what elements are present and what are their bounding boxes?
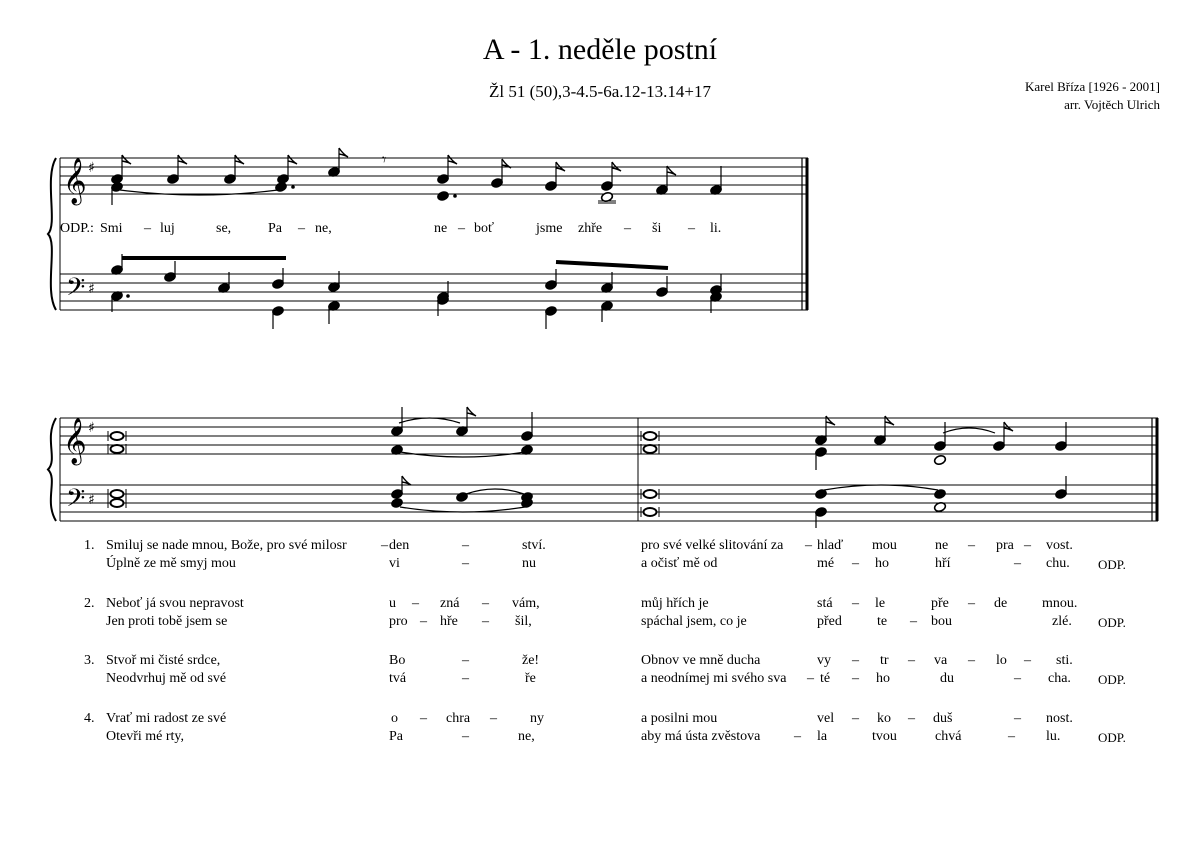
verse-syllable: Pa <box>389 729 403 744</box>
lyric-syllable: ši <box>652 221 662 236</box>
treble-clef: 𝄞 <box>63 158 87 204</box>
lyric-syllable: zhře <box>578 221 603 236</box>
lyric-syllable: boť <box>474 221 494 236</box>
verse-text: Stvoř mi čisté srdce, <box>106 653 221 668</box>
verse-text: Obnov ve mně ducha <box>641 653 761 668</box>
verse-syllable: tvou <box>872 729 897 744</box>
verse-syllable: le <box>875 596 886 611</box>
verse-hyphen: – <box>1008 729 1015 744</box>
verse-hyphen: – <box>968 538 975 553</box>
alto-note <box>436 190 449 201</box>
verse-syllable: před <box>817 614 842 629</box>
lyric-syllable: Pa <box>268 221 282 236</box>
verse-text: Vrať mi radost ze své <box>106 711 227 726</box>
verse-syllable: ko <box>877 711 891 726</box>
verse-text: a neodnímej mi svého sva <box>641 671 787 686</box>
verse-text: Jen proti tobě jsem se <box>106 614 228 629</box>
verse-hyphen: – <box>381 538 388 553</box>
page-title: A - 1. neděle postní <box>482 33 718 66</box>
verse-syllable: lu. <box>1046 729 1061 744</box>
verse-syllable: hří <box>935 556 951 571</box>
verse-hyphen: – <box>852 556 859 571</box>
verse-syllable: ho <box>876 671 890 686</box>
note-flag <box>339 148 348 157</box>
lyric-hyphen: – <box>688 221 695 236</box>
bass-clef: 𝄢 <box>66 484 86 519</box>
verse-syllable: pro <box>389 614 408 629</box>
verse-text: můj hřích je <box>641 596 709 611</box>
lyric-hyphen: – <box>298 221 305 236</box>
verse-text: a posilni mou <box>641 711 718 726</box>
note-flag <box>178 155 187 164</box>
verse-syllable: té <box>820 671 831 686</box>
breve-note <box>644 508 657 516</box>
eighth-rest: 𝄾 <box>382 150 387 169</box>
verse-hyphen: – <box>852 653 859 668</box>
augmentation-dot <box>453 194 457 198</box>
tie <box>824 485 938 490</box>
tie <box>400 507 525 512</box>
verse-syllable: hře <box>440 614 458 629</box>
verse-text: a očisť mě od <box>641 556 718 571</box>
verse-hyphen: – <box>1014 556 1021 571</box>
response-marker: ODP. <box>1098 672 1126 687</box>
verse-number: 2. <box>84 596 95 611</box>
lyric-hyphen: – <box>144 221 151 236</box>
tie <box>399 418 460 423</box>
breve-note <box>644 445 657 453</box>
breve-note <box>111 432 124 440</box>
note-flag <box>235 155 244 164</box>
verse-syllable: zná <box>440 596 460 611</box>
verse-hyphen: – <box>1024 653 1031 668</box>
verse-hyphen: – <box>462 538 469 553</box>
verse-syllable: duš <box>933 711 953 726</box>
verse-syllable: že! <box>522 653 540 668</box>
verse-text: Smiluj se nade mnou, Bože, pro své milosr <box>106 538 347 553</box>
verse-syllable: stá <box>817 596 833 611</box>
verse-syllable: chvá <box>935 729 962 744</box>
verse-hyphen: – <box>908 711 915 726</box>
response-label: ODP.: <box>60 221 94 236</box>
verse-hyphen: – <box>462 653 469 668</box>
verse-syllable: va <box>934 653 948 668</box>
verse-syllable: ne, <box>518 729 535 744</box>
lyric-syllable: Smi <box>100 221 123 236</box>
verse-syllable: ny <box>530 711 544 726</box>
verse-syllable: de <box>994 596 1008 611</box>
verse-syllable: vi <box>389 556 400 571</box>
verse-hyphen: – <box>482 596 489 611</box>
breve-note <box>111 490 124 498</box>
verse-syllable: ství. <box>522 538 546 553</box>
verse-hyphen: – <box>1024 538 1031 553</box>
augmentation-dot <box>126 294 130 298</box>
note-flag <box>402 476 411 485</box>
lyric-syllable: se, <box>216 221 232 236</box>
note-flag <box>467 407 476 416</box>
lyric-syllable: ne <box>434 221 448 236</box>
verse-text: Neboť já svou nepravost <box>106 596 244 611</box>
augmentation-dot <box>291 185 295 189</box>
verse-syllable: vost. <box>1046 538 1073 553</box>
verse-hyphen: – <box>462 556 469 571</box>
breve-note <box>644 432 657 440</box>
verse-syllable: u <box>389 596 396 611</box>
verse-syllable: ho <box>875 556 889 571</box>
note-flag <box>826 416 835 425</box>
verse-syllable: pra <box>996 538 1014 553</box>
verse-syllable: nost. <box>1046 711 1073 726</box>
verse-hyphen: – <box>852 671 859 686</box>
verse-number: 3. <box>84 653 95 668</box>
alto-note <box>274 181 287 192</box>
system-brace <box>48 158 56 310</box>
verse-syllable: šil, <box>515 614 532 629</box>
verse-syllable: bou <box>931 614 952 629</box>
verse-hyphen: – <box>482 614 489 629</box>
verse-hyphen: – <box>462 729 469 744</box>
verse-syllable: vy <box>817 653 831 668</box>
verse-hyphen: – <box>852 711 859 726</box>
composer-credit: Karel Bříza [1926 - 2001] <box>1024 79 1160 94</box>
verse-syllable: ře <box>525 671 536 686</box>
alto-note <box>933 454 946 465</box>
note-flag <box>288 155 297 164</box>
verse-hyphen: – <box>1014 671 1021 686</box>
verse-hyphen: – <box>805 538 812 553</box>
verse-hyphen: – <box>462 671 469 686</box>
verse-hyphen: – <box>420 711 427 726</box>
verse-text: pro své velké slitování za <box>641 538 784 553</box>
system-brace <box>48 418 56 521</box>
note-flag <box>885 416 894 425</box>
verse-number: 1. <box>84 538 95 553</box>
verse-text: Úplně ze mě smyj mou <box>106 556 236 571</box>
verse-syllable: chra <box>446 711 471 726</box>
lyric-hyphen: – <box>458 221 465 236</box>
breve-note <box>644 490 657 498</box>
verse-syllable: te <box>877 614 888 629</box>
verse-syllable: tvá <box>389 671 407 686</box>
verse-text: aby má ústa zvěstova <box>641 729 761 744</box>
psalm-reference: Žl 51 (50),3-4.5-6a.12-13.14+17 <box>488 82 712 101</box>
verse-syllable: ne <box>935 538 949 553</box>
verse-syllable: cha. <box>1048 671 1071 686</box>
verse-hyphen: – <box>910 614 917 629</box>
verse-syllable: tr <box>880 653 889 668</box>
verse-text: Otevři mé rty, <box>106 729 185 744</box>
breve-note <box>111 499 124 507</box>
bass-clef: 𝄢 <box>66 273 86 308</box>
key-signature: ♯ <box>88 420 95 436</box>
verse-syllable: lo <box>996 653 1007 668</box>
verse-hyphen: – <box>908 653 915 668</box>
verse-syllable: pře <box>931 596 949 611</box>
verse-hyphen: – <box>807 671 814 686</box>
note-flag <box>122 155 131 164</box>
tie <box>466 489 524 494</box>
key-signature: ♯ <box>88 160 95 176</box>
beam <box>556 262 668 268</box>
lyric-hyphen: – <box>624 221 631 236</box>
verse-syllable: nu <box>522 556 536 571</box>
key-signature: ♯ <box>88 281 95 297</box>
verse-syllable: hlaď <box>817 538 844 553</box>
verse-syllable: Bo <box>389 653 406 668</box>
verse-hyphen: – <box>794 729 801 744</box>
key-signature: ♯ <box>88 492 95 508</box>
verse-syllable: mnou. <box>1042 596 1078 611</box>
verse-text: spáchal jsem, co je <box>641 614 747 629</box>
note-flag <box>448 155 457 164</box>
response-marker: ODP. <box>1098 557 1126 572</box>
verse-hyphen: – <box>968 596 975 611</box>
verse-hyphen: – <box>1014 711 1021 726</box>
response-marker: ODP. <box>1098 730 1126 745</box>
response-marker: ODP. <box>1098 615 1126 630</box>
lyric-syllable: li. <box>710 221 722 236</box>
verse-syllable: mé <box>817 556 835 571</box>
verse-syllable: vel <box>817 711 835 726</box>
lyric-syllable: luj <box>160 221 175 236</box>
verse-number: 4. <box>84 711 95 726</box>
verse-hyphen: – <box>852 596 859 611</box>
verse-syllable: mou <box>872 538 897 553</box>
verse-hyphen: – <box>412 596 419 611</box>
verse-syllable: du <box>940 671 954 686</box>
tenor-note <box>455 491 468 502</box>
verse-syllable: o <box>391 711 398 726</box>
verse-hyphen: – <box>968 653 975 668</box>
arranger-credit: arr. Vojtěch Ulrich <box>1064 97 1160 112</box>
verse-syllable: den <box>389 538 410 553</box>
verse-text: Neodvrhuj mě od své <box>106 671 227 686</box>
verse-syllable: la <box>817 729 828 744</box>
treble-clef: 𝄞 <box>63 418 87 464</box>
lyric-syllable: jsme <box>536 221 563 236</box>
verse-syllable: vám, <box>512 596 540 611</box>
verse-hyphen: – <box>490 711 497 726</box>
verse-syllable: chu. <box>1046 556 1070 571</box>
tie <box>943 428 995 433</box>
breve-note <box>111 445 124 453</box>
verse-hyphen: – <box>420 614 427 629</box>
verse-syllable: sti. <box>1056 653 1073 668</box>
verse-syllable: zlé. <box>1052 614 1072 629</box>
lyric-syllable: ne, <box>315 221 332 236</box>
